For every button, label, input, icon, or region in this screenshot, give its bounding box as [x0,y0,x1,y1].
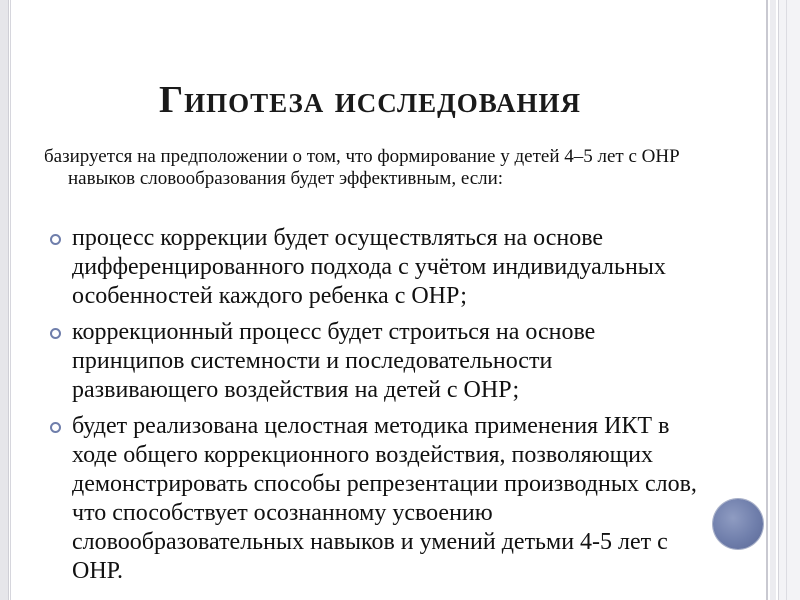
bullet-item [48,224,698,311]
bullet-text: коррекционный процесс будет строиться на основе принципов системности и последовательности развивающего воздействия на детей с ОНР; [72,319,596,403]
circle-ornament-icon [713,499,763,549]
right-frame-border [778,0,800,600]
bullet-text: будет реализована целостная методика применения ИКТ в ходе общего коррекционного воздействия, позволяющих демонстрировать способы репрезентации производных слов, что способствует осознанному усвоению словообразовательных навыков и умений детьми 4-5 лет с ОНР. [72,413,697,584]
bullet-item [48,412,698,586]
bullet-item [48,318,698,405]
ring-bullet-icon [50,422,61,433]
right-frame-line [766,0,768,600]
intro-text: базируется на предположении о том, что формирование у детей 4–5 лет с ОНР навыков словообразования будет эффективным, если: [44,146,680,189]
right-frame-band [770,0,776,600]
bullet-text: процесс коррекции будет осуществляться на основе дифференцированного подхода с учётом индивидуальных особенностей каждого ребенка с ОНР; [72,225,666,309]
ring-bullet-icon [50,328,61,339]
bullet-list [48,224,698,593]
right-frame-inner-line [786,0,787,600]
slide-title: Гипотеза исследования [158,79,582,121]
ring-bullet-icon [50,234,61,245]
